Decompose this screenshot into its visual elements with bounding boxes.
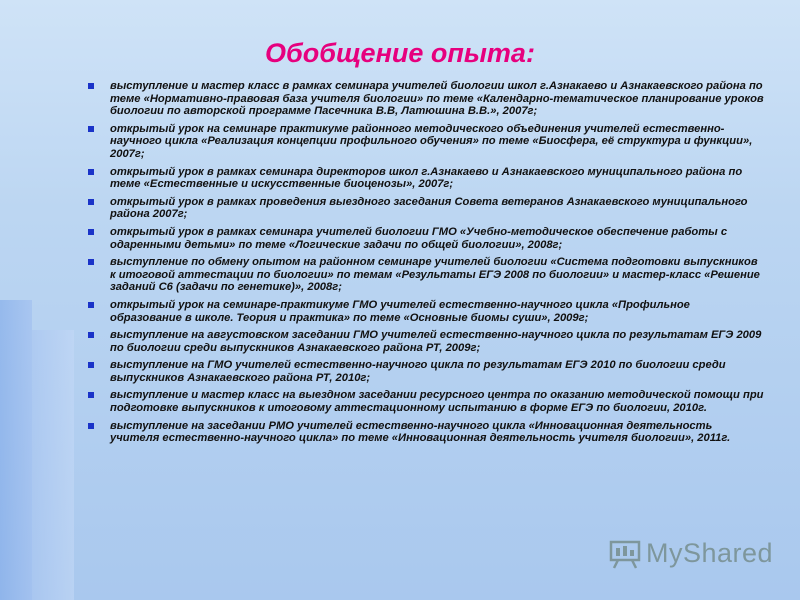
list-item-text: открытый урок в рамках проведения выездного заседания Совета ветеранов Азнакаевского муниципального района 2007г; [110, 195, 748, 221]
list-item [88, 329, 764, 354]
bullet-icon [88, 332, 94, 338]
list-item [88, 123, 764, 161]
list-item [88, 196, 764, 221]
bullet-icon [88, 169, 94, 175]
experience-list [88, 80, 764, 450]
bullet-icon [88, 199, 94, 205]
list-item [88, 226, 764, 251]
bullet-icon [88, 392, 94, 398]
list-item-text: открытый урок на семинаре практикуме районного методического объединения учителей естественно-научного цикла «Реализация концепции профильного обучения» по теме «Биосфера, её структура и функции», 2007г; [110, 122, 753, 160]
list-item [88, 389, 764, 414]
list-item-text: открытый урок в рамках семинара директоров школ г.Азнакаево и Азнакаевского муниципального района по теме «Естественные и искусственные биоценозы», 2007г; [110, 165, 743, 191]
presentation-board-icon [608, 539, 642, 569]
list-item [88, 420, 764, 445]
bullet-icon [88, 362, 94, 368]
bullet-icon [88, 423, 94, 429]
list-item [88, 80, 764, 118]
watermark [608, 538, 773, 569]
list-item-text: выступление по обмену опытом на районном семинаре учителей биологии «Система подготовки выпускников к итоговой аттестации по биологии» по темам «Результаты ЕГЭ 2008 по биологии» и мастер-класс «Решение заданий С6 (задачи по генетике)», 2008г; [110, 256, 760, 294]
list-item [88, 256, 764, 294]
list-item-text: выступление на ГМО учителей естественно-научного цикла по результатам ЕГЭ 2010 по биологии среди выпускников Азнакаевского района РТ, 2010г; [110, 359, 726, 384]
list-item-text: выступление и мастер класс в рамках семинара учителей биологии школ г.Азнакаево и Азнакаевского района по теме «Нормативно-правовая база учителя биологии» по теме «Календарно-тематическое планирование уроков биологии по авторской программе Пасечника В.В, Латюшина В.В.», 2007г; [110, 80, 764, 118]
list-item [88, 299, 764, 324]
list-item [88, 166, 764, 191]
list-item [88, 359, 764, 384]
list-item-text: открытый урок в рамках семинара учителей биологии ГМО «Учебно-методическое обеспечение работы с одаренными детьми» по теме «Логические задачи по общей биологии», 2008г; [110, 225, 728, 251]
bullet-icon [88, 259, 94, 265]
bullet-icon [88, 229, 94, 235]
list-item-text: выступление и мастер класс на выездном заседании ресурсного центра по оказанию методической помощи при подготовке выпускников к итоговому аттестационному испытанию в форме ЕГЭ по биологии, 2010г. [110, 389, 764, 415]
list-item-text: выступление на августовском заседании ГМО учителей естественно-научного цикла по результатам ЕГЭ 2009 по биологии среди выпускников Азнакаевского района РТ, 2009г; [110, 329, 762, 354]
list-item-text: выступление на заседании РМО учителей естественно-научного цикла «Инновационная деятельность учителя естественно-научного цикла» по теме «Инновационная деятельность учителя биологии», 2011г. [110, 419, 731, 445]
slide-title: Обобщение опыта: [265, 38, 535, 68]
bullet-icon [88, 126, 94, 132]
bullet-icon [88, 302, 94, 308]
bullet-icon [88, 83, 94, 89]
decorative-panel-left-inner [32, 330, 74, 600]
decorative-panel-left [0, 300, 32, 600]
list-item-text: открытый урок на семинаре-практикуме ГМО учителей естественно-научного цикла «Профильное образование в школе. Теория и практика» по теме «Основные биомы суши», 2009г; [110, 298, 690, 324]
watermark-text: MyShared [646, 538, 774, 568]
